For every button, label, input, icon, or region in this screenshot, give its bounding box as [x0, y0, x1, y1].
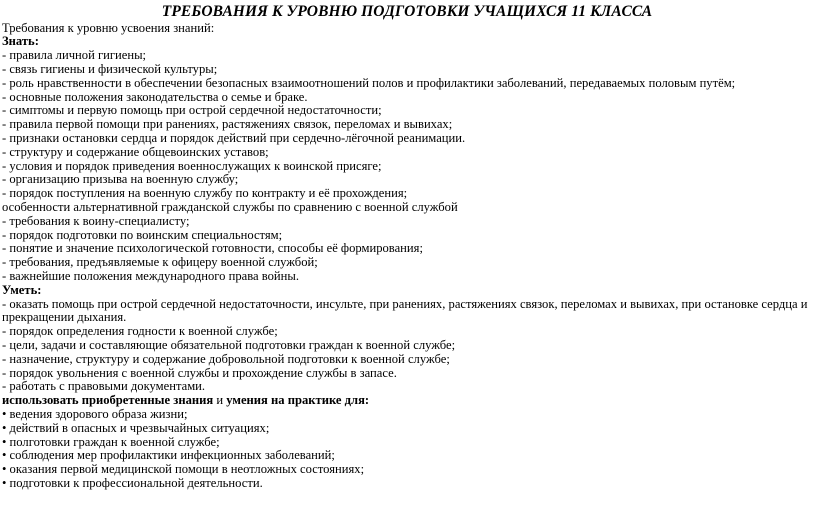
- list-item: - понятие и значение психологической готовности, способы её формирования;: [2, 241, 423, 256]
- apply-heading-part1: использовать приобретенные знания: [2, 393, 214, 408]
- apply-heading-part3: умения на практике для:: [226, 393, 370, 408]
- list-item: - правила первой помощи при ранениях, растяжениях связок, переломах и вывихах;: [2, 117, 453, 132]
- apply-heading-part2: и: [213, 393, 227, 408]
- can-heading: Уметь:: [2, 282, 42, 297]
- list-item: - признаки остановки сердца и порядок действий при сердечно-лёгочной реанимации.: [2, 130, 466, 145]
- list-item: - связь гигиены и физической культуры;: [2, 62, 218, 76]
- list-item: • ведения здорового образа жизни;: [2, 406, 188, 421]
- know-list: [2, 49, 812, 284]
- list-item: - порядок подготовки по воинским специальностям;: [2, 227, 283, 242]
- list-item: • действий в опасных и чрезвычайных ситуациях;: [2, 420, 270, 435]
- list-item: - требования, предъявляемые к офицеру военной службой;: [2, 255, 318, 270]
- list-item: - цели, задачи и составляющие обязательной подготовки граждан к военной службе;: [2, 337, 456, 352]
- list-item: - роль нравственности в обеспечении безопасных взаимоотношений полов и профилактики заболеваний, передаваемых половым путём;: [2, 75, 736, 90]
- list-item: - структуру и содержание общевоинских уставов;: [2, 144, 269, 159]
- list-item: - порядок поступления на военную службу по контракту и её прохождения;: [2, 186, 408, 201]
- list-item: - организацию призыва на военную службу;: [2, 172, 239, 187]
- list-item: • оказания первой медицинской помощи в неотложных состояниях;: [2, 462, 365, 477]
- list-item: - основные положения законодательства о семье и браке.: [2, 89, 308, 104]
- intro-text: Требования к уровню усвоения знаний:: [2, 21, 215, 35]
- list-item: • соблюдения мер профилактики инфекционных заболеваний;: [2, 448, 335, 463]
- list-item: - условия и порядок приведения военнослужащих к воинской присяге;: [2, 158, 382, 173]
- list-item: - оказать помощь при острой сердечной недостаточности, инсульте, при ранениях, растяжениях связок, переломах и вывихах, при остановке сердца и прекращении дыхания.: [2, 296, 808, 325]
- apply-list: [2, 408, 812, 491]
- apply-heading: [2, 394, 812, 408]
- can-list: [2, 298, 812, 395]
- list-item: - порядок увольнения с военной службы и прохождение службы в запасе.: [2, 365, 397, 380]
- page-title: ТРЕБОВАНИЯ К УРОВНЮ ПОДГОТОВКИ УЧАЩИХСЯ 11 КЛАССА: [161, 3, 653, 20]
- list-item: - правила личной гигиены;: [2, 48, 147, 63]
- list-item: - назначение, структуру и содержание добровольной подготовки к военной службе;: [2, 351, 450, 366]
- document: [2, 0, 812, 491]
- list-item: особенности альтернативной гражданской службы по сравнению с военной службой: [2, 199, 458, 214]
- list-item: • полготовки граждан к военной службе;: [2, 434, 220, 449]
- list-item: - требования к воину-специалисту;: [2, 213, 190, 228]
- list-item: - порядок определения годности к военной службе;: [2, 324, 278, 339]
- list-item: - симптомы и первую помощь при острой сердечной недостаточности;: [2, 103, 382, 118]
- know-heading: Знать:: [2, 34, 39, 49]
- list-item: - работать с правовыми документами.: [2, 379, 206, 394]
- list-item: • подготовки к профессиональной деятельности.: [2, 475, 263, 490]
- list-item: - важнейшие положения международного права войны.: [2, 268, 299, 283]
